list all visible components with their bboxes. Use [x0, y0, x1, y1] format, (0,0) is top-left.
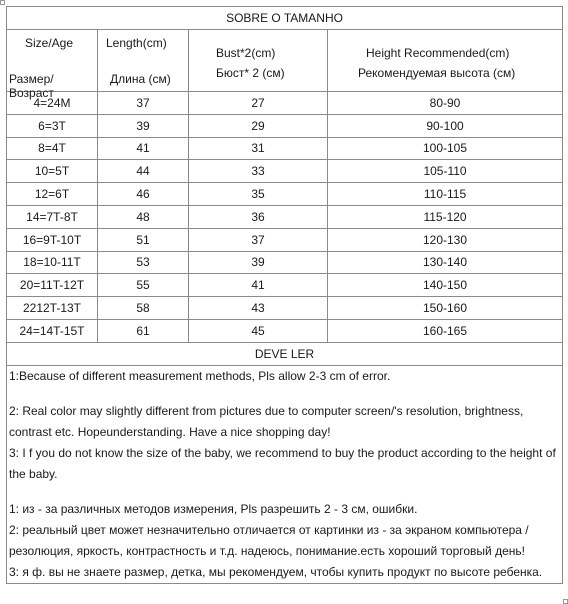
cell-height: 140-150 — [328, 274, 563, 297]
cell-bust: 43 — [189, 297, 328, 320]
note-spacer — [9, 387, 560, 401]
cell-height: 130-140 — [328, 251, 563, 274]
table-row — [7, 319, 563, 342]
note-russian-3: 3: я ф. вы не знаете размер, детка, мы рекомендуем, чтобы купить продукт по высоте ребенка. — [9, 564, 543, 579]
table-row — [7, 160, 563, 183]
table-row — [7, 114, 563, 137]
cell-length: 46 — [98, 183, 189, 206]
cell-bust: 37 — [189, 228, 328, 251]
cell-height: 120-130 — [328, 228, 563, 251]
cell-bust: 39 — [189, 251, 328, 274]
cell-height: 105-110 — [328, 160, 563, 183]
cell-bust: 36 — [189, 205, 328, 228]
header-size-en: Size/Age — [25, 36, 74, 50]
header-length-ru: Длина (см) — [110, 72, 171, 86]
table-row — [7, 297, 563, 320]
header-size-age — [7, 30, 98, 100]
cell-length: 51 — [98, 228, 189, 251]
note-english-3: 3: I f you do not know the size of the baby, we recommend to buy the product according to the height of the baby. — [9, 445, 556, 481]
cell-length: 61 — [98, 319, 189, 342]
cell-size: 6=3T — [7, 114, 98, 137]
cell-bust: 35 — [189, 183, 328, 206]
cell-height: 110-115 — [328, 183, 563, 206]
header-length-en: Length(cm) — [106, 36, 167, 50]
header-bust-ru: Бюст* 2 (см) — [216, 66, 285, 80]
header-height — [328, 30, 563, 92]
corner-marker-bottom-right — [563, 599, 568, 604]
notes-block — [7, 365, 563, 583]
cell-height: 90-100 — [328, 114, 563, 137]
header-length — [98, 30, 189, 92]
cell-length: 44 — [98, 160, 189, 183]
note-spacer — [9, 485, 560, 499]
note-russian-2: 2: реальный цвет может незначительно отличается от картинки из - за экраном компьютера / резолюция, яркость, контрастность и т.д. надеюсь, понимание.есть хороший торговый день! — [9, 522, 529, 558]
table-row — [7, 228, 563, 251]
note-english-1: 1:Because of different measurement methods, Pls allow 2-3 cm of error. — [9, 368, 391, 383]
cell-bust: 33 — [189, 160, 328, 183]
note-english-2: 2: Real color may slightly different from pictures due to computer screen/'s resolution, brightness, contrast etc. Hopeunderstanding. Have a nice shopping day! — [9, 403, 524, 439]
table-row — [7, 251, 563, 274]
cell-length: 55 — [98, 274, 189, 297]
header-height-en: Height Recommended(cm) — [366, 46, 510, 60]
table-row — [7, 205, 563, 228]
size-chart-table — [6, 6, 563, 584]
cell-size: 14=7T-8T — [7, 205, 98, 228]
cell-size: 24=14T-15T — [7, 319, 98, 342]
header-row — [7, 30, 563, 92]
cell-size: 20=11T-12T — [7, 274, 98, 297]
cell-length: 48 — [98, 205, 189, 228]
cell-length: 58 — [98, 297, 189, 320]
cell-height: 160-165 — [328, 319, 563, 342]
table-row — [7, 183, 563, 206]
header-bust — [189, 30, 328, 92]
note-russian-1: 1: из - за различных методов измерения, Pls разрешить 2 - 3 см, ошибки. — [9, 501, 418, 516]
cell-height: 100-105 — [328, 137, 563, 160]
cell-bust: 31 — [189, 137, 328, 160]
cell-bust: 29 — [189, 114, 328, 137]
cell-size: 18=10-11T — [7, 251, 98, 274]
cell-height: 115-120 — [328, 205, 563, 228]
cell-length: 41 — [98, 137, 189, 160]
table-row — [7, 137, 563, 160]
cell-length: 39 — [98, 114, 189, 137]
must-read-heading: DEVE LER — [7, 342, 563, 365]
size-chart-title: SOBRE O TAMANHO — [7, 7, 563, 30]
cell-size: 4=24M — [7, 92, 98, 115]
cell-length: 53 — [98, 251, 189, 274]
cell-size: 12=6T — [7, 183, 98, 206]
header-height-ru: Рекомендуемая высота (см) — [358, 66, 516, 80]
cell-bust: 45 — [189, 319, 328, 342]
table-row — [7, 274, 563, 297]
cell-size: 16=9T-10T — [7, 228, 98, 251]
header-size-ru: Размер/Возраст — [9, 72, 54, 100]
corner-marker-top-left — [0, 0, 5, 5]
cell-height: 80-90 — [328, 92, 563, 115]
cell-height: 150-160 — [328, 297, 563, 320]
cell-size: 10=5T — [7, 160, 98, 183]
cell-size: 8=4T — [7, 137, 98, 160]
cell-length: 37 — [98, 92, 189, 115]
cell-bust: 41 — [189, 274, 328, 297]
cell-size: 2212T-13T — [7, 297, 98, 320]
header-bust-en: Bust*2(cm) — [216, 46, 276, 60]
cell-bust: 27 — [189, 92, 328, 115]
